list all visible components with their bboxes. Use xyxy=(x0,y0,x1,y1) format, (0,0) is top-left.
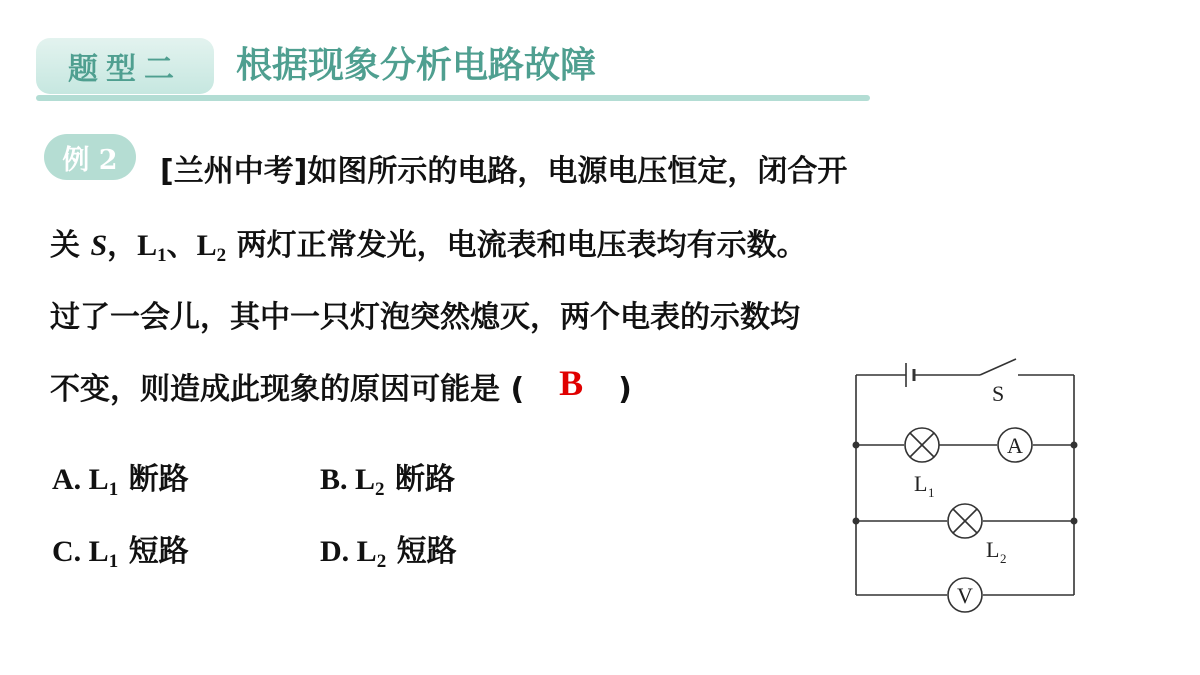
text-fragment: 两灯正常发光，电流表和电压表均有示数。 xyxy=(226,228,807,263)
junction-dot xyxy=(853,442,860,449)
text-fragment: 、L xyxy=(166,229,217,262)
lamp-l2-label: L xyxy=(986,537,1000,562)
subscript: 1 xyxy=(157,245,167,266)
switch-label: S xyxy=(992,381,1005,406)
option-label: A. L xyxy=(52,463,109,496)
section-title: 根据现象分析电路故障 xyxy=(236,45,597,86)
lamp-l2-subscript: 2 xyxy=(1000,551,1007,566)
lamp-l1-subscript: 1 xyxy=(928,485,935,500)
option-label: B. L xyxy=(320,463,376,496)
subscript: 1 xyxy=(108,551,119,572)
question-line-4 xyxy=(50,364,632,408)
lamp-l1-label: L xyxy=(914,471,928,496)
text-fragment: ，L xyxy=(107,229,158,262)
voltmeter-label: V xyxy=(957,583,973,608)
option-text: 断路 xyxy=(118,462,189,497)
question-type-tag: 题型二 xyxy=(36,38,214,94)
subscript: 1 xyxy=(108,479,119,500)
option-text: 断路 xyxy=(384,462,455,497)
question-text: 不变，则造成此现象的原因可能是 ( xyxy=(50,372,525,407)
header-underline xyxy=(36,95,870,101)
example-badge: 例 2 xyxy=(44,134,136,180)
section-header xyxy=(36,38,870,102)
question-text: 过了一会儿，其中一只灯泡突然熄灭，两个电表的示数均 xyxy=(50,300,800,335)
question-text: [兰州中考]如图所示的电路，电源电压恒定，闭合开 xyxy=(160,154,848,189)
option-d[interactable] xyxy=(320,526,457,570)
switch-symbol: S xyxy=(90,229,108,262)
text-fragment: ) xyxy=(618,372,632,407)
circuit-diagram xyxy=(840,345,1100,625)
question-line-1 xyxy=(160,146,847,190)
option-c[interactable] xyxy=(52,526,189,570)
switch-blade xyxy=(980,359,1016,375)
option-text: 短路 xyxy=(386,534,457,569)
subscript: 2 xyxy=(375,479,385,500)
junction-dot xyxy=(853,518,860,525)
option-label: D. L xyxy=(320,535,377,568)
option-text: 短路 xyxy=(118,534,189,569)
question-line-3 xyxy=(50,292,800,336)
ammeter-label: A xyxy=(1007,433,1023,458)
text-fragment: 关 xyxy=(50,228,91,263)
answer: B xyxy=(559,363,584,403)
option-label: C. L xyxy=(52,535,109,568)
option-a[interactable] xyxy=(52,454,189,498)
subscript: 2 xyxy=(376,551,387,572)
junction-dot xyxy=(1071,518,1078,525)
question-line-2 xyxy=(50,220,807,264)
option-b[interactable] xyxy=(320,454,455,498)
junction-dot xyxy=(1071,442,1078,449)
subscript: 2 xyxy=(216,245,227,266)
